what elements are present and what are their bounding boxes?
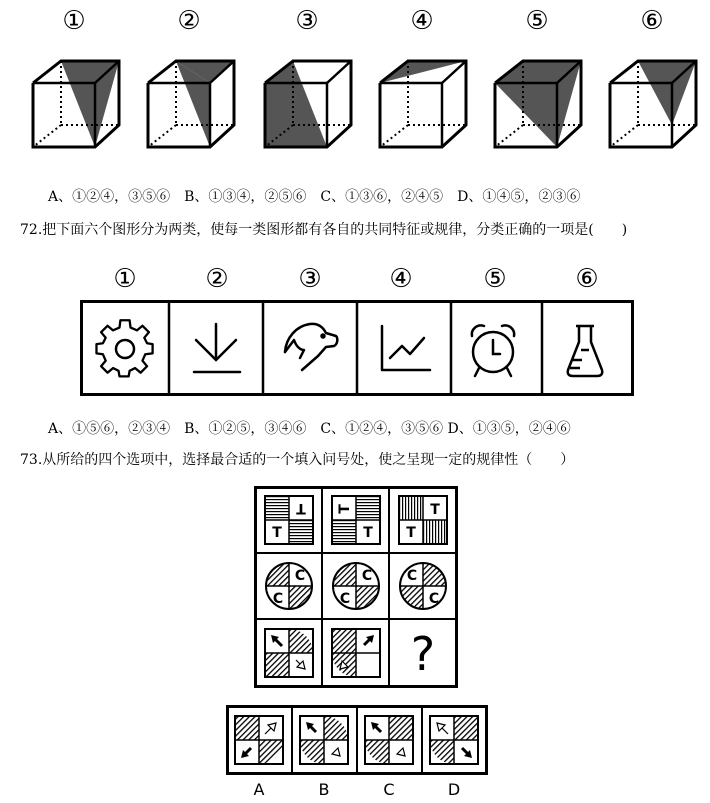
svg-text:C: C: [361, 568, 373, 584]
cube-6: [610, 61, 696, 147]
matrix-cell-1-3: [399, 496, 447, 544]
cube-number-2: ②: [177, 6, 201, 36]
svg-text:C: C: [428, 591, 440, 607]
chart-icon: [382, 326, 430, 370]
cube-number-6: ⑥: [640, 6, 664, 36]
matrix-cell-3-1: [265, 629, 313, 677]
matrix-cell-2-3: [400, 563, 446, 609]
cube-number-1: ①: [62, 6, 86, 36]
icon-number-5: ⑤: [483, 264, 507, 294]
cube-1: [33, 61, 119, 147]
q73-question: 73.从所给的四个选项中，选择最合适的一个填入问号处，使之呈现一定的规律性（ ）: [20, 452, 575, 468]
cube-3: [265, 61, 351, 147]
svg-text:C: C: [294, 568, 306, 584]
q71-options: A、①②④，③⑤⑥ B、①③④，②⑤⑥ C、①③⑥，②④⑤ D、①④⑤，②③⑥: [48, 189, 581, 205]
option-a-figure: [235, 716, 283, 764]
matrix-cell-2-2: [333, 563, 379, 609]
cube-4: [380, 61, 466, 147]
matrix-cell-3-2: [332, 629, 380, 677]
option-a-label[interactable]: A: [253, 780, 265, 799]
gear-icon: [96, 320, 152, 376]
icon-number-3: ③: [298, 264, 322, 294]
pattern-matrix: [254, 486, 458, 688]
svg-text:C: C: [406, 568, 418, 584]
icon-row: [80, 300, 634, 396]
matrix-cell-1-1: [265, 496, 313, 544]
matrix-cell-1-2: [332, 496, 380, 544]
svg-text:C: C: [272, 591, 284, 607]
cube-number-5: ⑤: [525, 6, 549, 36]
svg-text:T: T: [363, 525, 373, 541]
option-d-label[interactable]: D: [447, 780, 461, 799]
q72-options: A、①⑤⑥，②③④ B、①②⑤，③④⑥ C、①②④，③⑤⑥ D、①③⑤，②④⑥: [48, 421, 571, 437]
option-b-label[interactable]: B: [318, 780, 330, 799]
option-d-figure: [430, 716, 478, 764]
cube-number-3: ③: [295, 6, 319, 36]
cube-5: [495, 61, 581, 147]
cube-2: [148, 61, 234, 147]
icon-number-2: ②: [205, 264, 229, 294]
svg-text:T: T: [337, 504, 353, 514]
option-c-figure: [365, 716, 413, 764]
cube-figures: [0, 55, 710, 155]
option-b-figure: [300, 716, 348, 764]
cube-number-4: ④: [410, 6, 434, 36]
svg-text:T: T: [430, 502, 440, 518]
svg-text:T: T: [296, 500, 306, 516]
question-mark: ?: [410, 627, 436, 681]
icon-number-6: ⑥: [575, 264, 599, 294]
dog-icon: [285, 324, 337, 370]
q72-question: 72.把下面六个图形分为两类，使每一类图形都有各自的共同特征或规律，分类正确的一项是( ): [20, 222, 628, 238]
flask-icon: [568, 326, 603, 376]
svg-text:C: C: [339, 591, 351, 607]
icon-number-1: ①: [113, 264, 137, 294]
matrix-cell-2-1: [266, 563, 312, 609]
svg-text:T: T: [272, 525, 282, 541]
option-c-label[interactable]: C: [383, 780, 395, 799]
svg-text:T: T: [406, 525, 416, 541]
answer-options: [226, 705, 488, 775]
alarm-clock-icon: [472, 325, 514, 376]
download-icon: [194, 324, 240, 372]
icon-number-4: ④: [389, 264, 413, 294]
